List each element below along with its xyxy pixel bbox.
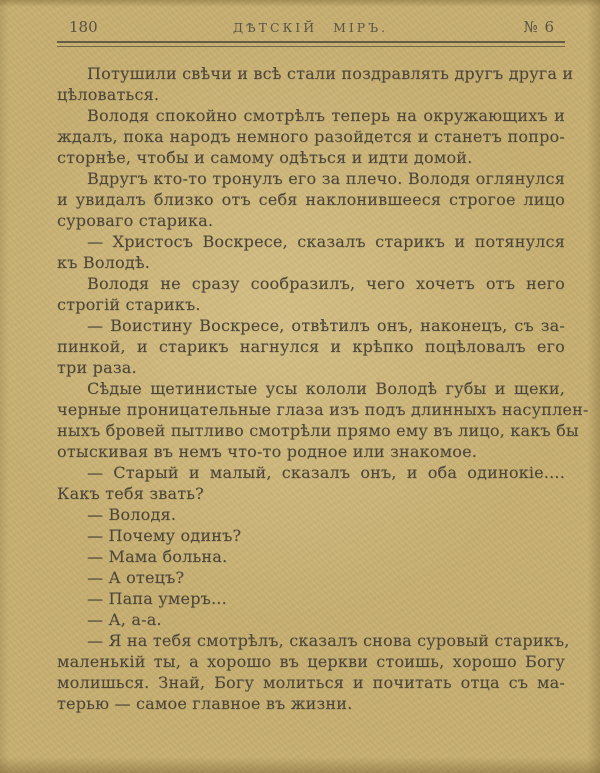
text-line: отыскивая въ немъ что-то родное или знакомое. bbox=[57, 442, 478, 461]
text-line: маленькій ты, а хорошо въ церкви стоишь, хорошо Богу bbox=[57, 652, 565, 671]
text-line: Володя спокойно смотрѣлъ теперь на окружающихъ и bbox=[87, 106, 565, 125]
text-line: — Почему одинъ? bbox=[87, 526, 242, 545]
text-line: терью — самое главное въ жизни. bbox=[57, 694, 353, 713]
text-line: суроваго старика. bbox=[57, 211, 214, 230]
paragraph bbox=[57, 63, 574, 105]
text-line: — Воистину Воскресе, отвѣтилъ онъ, наконецъ, съ за- bbox=[87, 316, 565, 335]
text-line: — Христосъ Воскресе, сказалъ старикъ и потянулся bbox=[87, 232, 565, 251]
text-line: строгій старикъ. bbox=[57, 295, 201, 314]
text-line: цѣловаться. bbox=[57, 85, 160, 104]
paragraph bbox=[57, 504, 565, 525]
paragraph bbox=[57, 588, 565, 609]
paragraph bbox=[57, 609, 565, 630]
paragraph bbox=[57, 630, 570, 714]
page-body bbox=[57, 63, 589, 714]
header-double-rule bbox=[57, 41, 565, 47]
paragraph bbox=[57, 231, 565, 273]
text-line: молишься. Знай, Богу молиться и почитать отца съ ма- bbox=[57, 673, 565, 692]
text-line: — Володя. bbox=[87, 505, 177, 524]
text-line: Потушили свѣчи и всѣ стали поздравлять другъ друга и bbox=[87, 64, 574, 83]
text-line: — А, а-а. bbox=[87, 610, 162, 629]
journal-title: ДѢТСКІЙ МІРЪ. bbox=[233, 20, 389, 35]
text-line: сторнѣе, чтобы и самому одѣться и идти домой. bbox=[57, 148, 473, 167]
paragraph bbox=[57, 315, 565, 378]
text-line: Какъ тебя звать? bbox=[57, 484, 204, 503]
text-line: и увидалъ близко отъ себя наклонившееся строгое лицо bbox=[57, 190, 565, 209]
text-line: пинкой, и старикъ нагнулся и крѣпко поцѣловалъ его bbox=[57, 337, 565, 356]
text-line: — Старый и малый, сказалъ онъ, и оба одинокіе.... bbox=[87, 463, 565, 482]
text-line: — А отецъ? bbox=[87, 568, 185, 587]
page-header bbox=[57, 18, 565, 36]
text-line: Володя не сразу сообразилъ, чего хочетъ отъ него bbox=[87, 274, 565, 293]
text-line: — Я на тебя смотрѣлъ, сказалъ снова суровый старикъ, bbox=[87, 631, 570, 650]
paragraph bbox=[57, 168, 565, 231]
paragraph bbox=[57, 273, 565, 315]
paragraph bbox=[57, 105, 565, 168]
issue-number: № 6 bbox=[523, 18, 555, 36]
text-line: — Мама больна. bbox=[87, 547, 228, 566]
text-line: ждалъ, пока народъ немного разойдется и станетъ попро- bbox=[57, 127, 565, 146]
paragraph bbox=[57, 462, 565, 504]
paragraph bbox=[57, 546, 565, 567]
text-line: Сѣдые щетинистые усы кололи Володѣ губы и щеки, bbox=[87, 379, 565, 398]
page-number: 180 bbox=[69, 18, 98, 36]
text-line: ныхъ бровей пытливо смотрѣли прямо ему въ лицо, какъ бы bbox=[57, 421, 579, 440]
text-line: — Папа умеръ... bbox=[87, 589, 227, 608]
text-line: черные проницательные глаза изъ подъ длинныхъ насуплен- bbox=[57, 400, 589, 419]
paragraph bbox=[57, 567, 565, 588]
text-line: три раза. bbox=[57, 358, 137, 377]
paragraph bbox=[57, 525, 565, 546]
paragraph bbox=[57, 378, 589, 462]
text-line: Вдругъ кто-то тронулъ его за плечо. Володя оглянулся bbox=[87, 169, 565, 188]
text-line: къ Володѣ. bbox=[57, 253, 151, 272]
